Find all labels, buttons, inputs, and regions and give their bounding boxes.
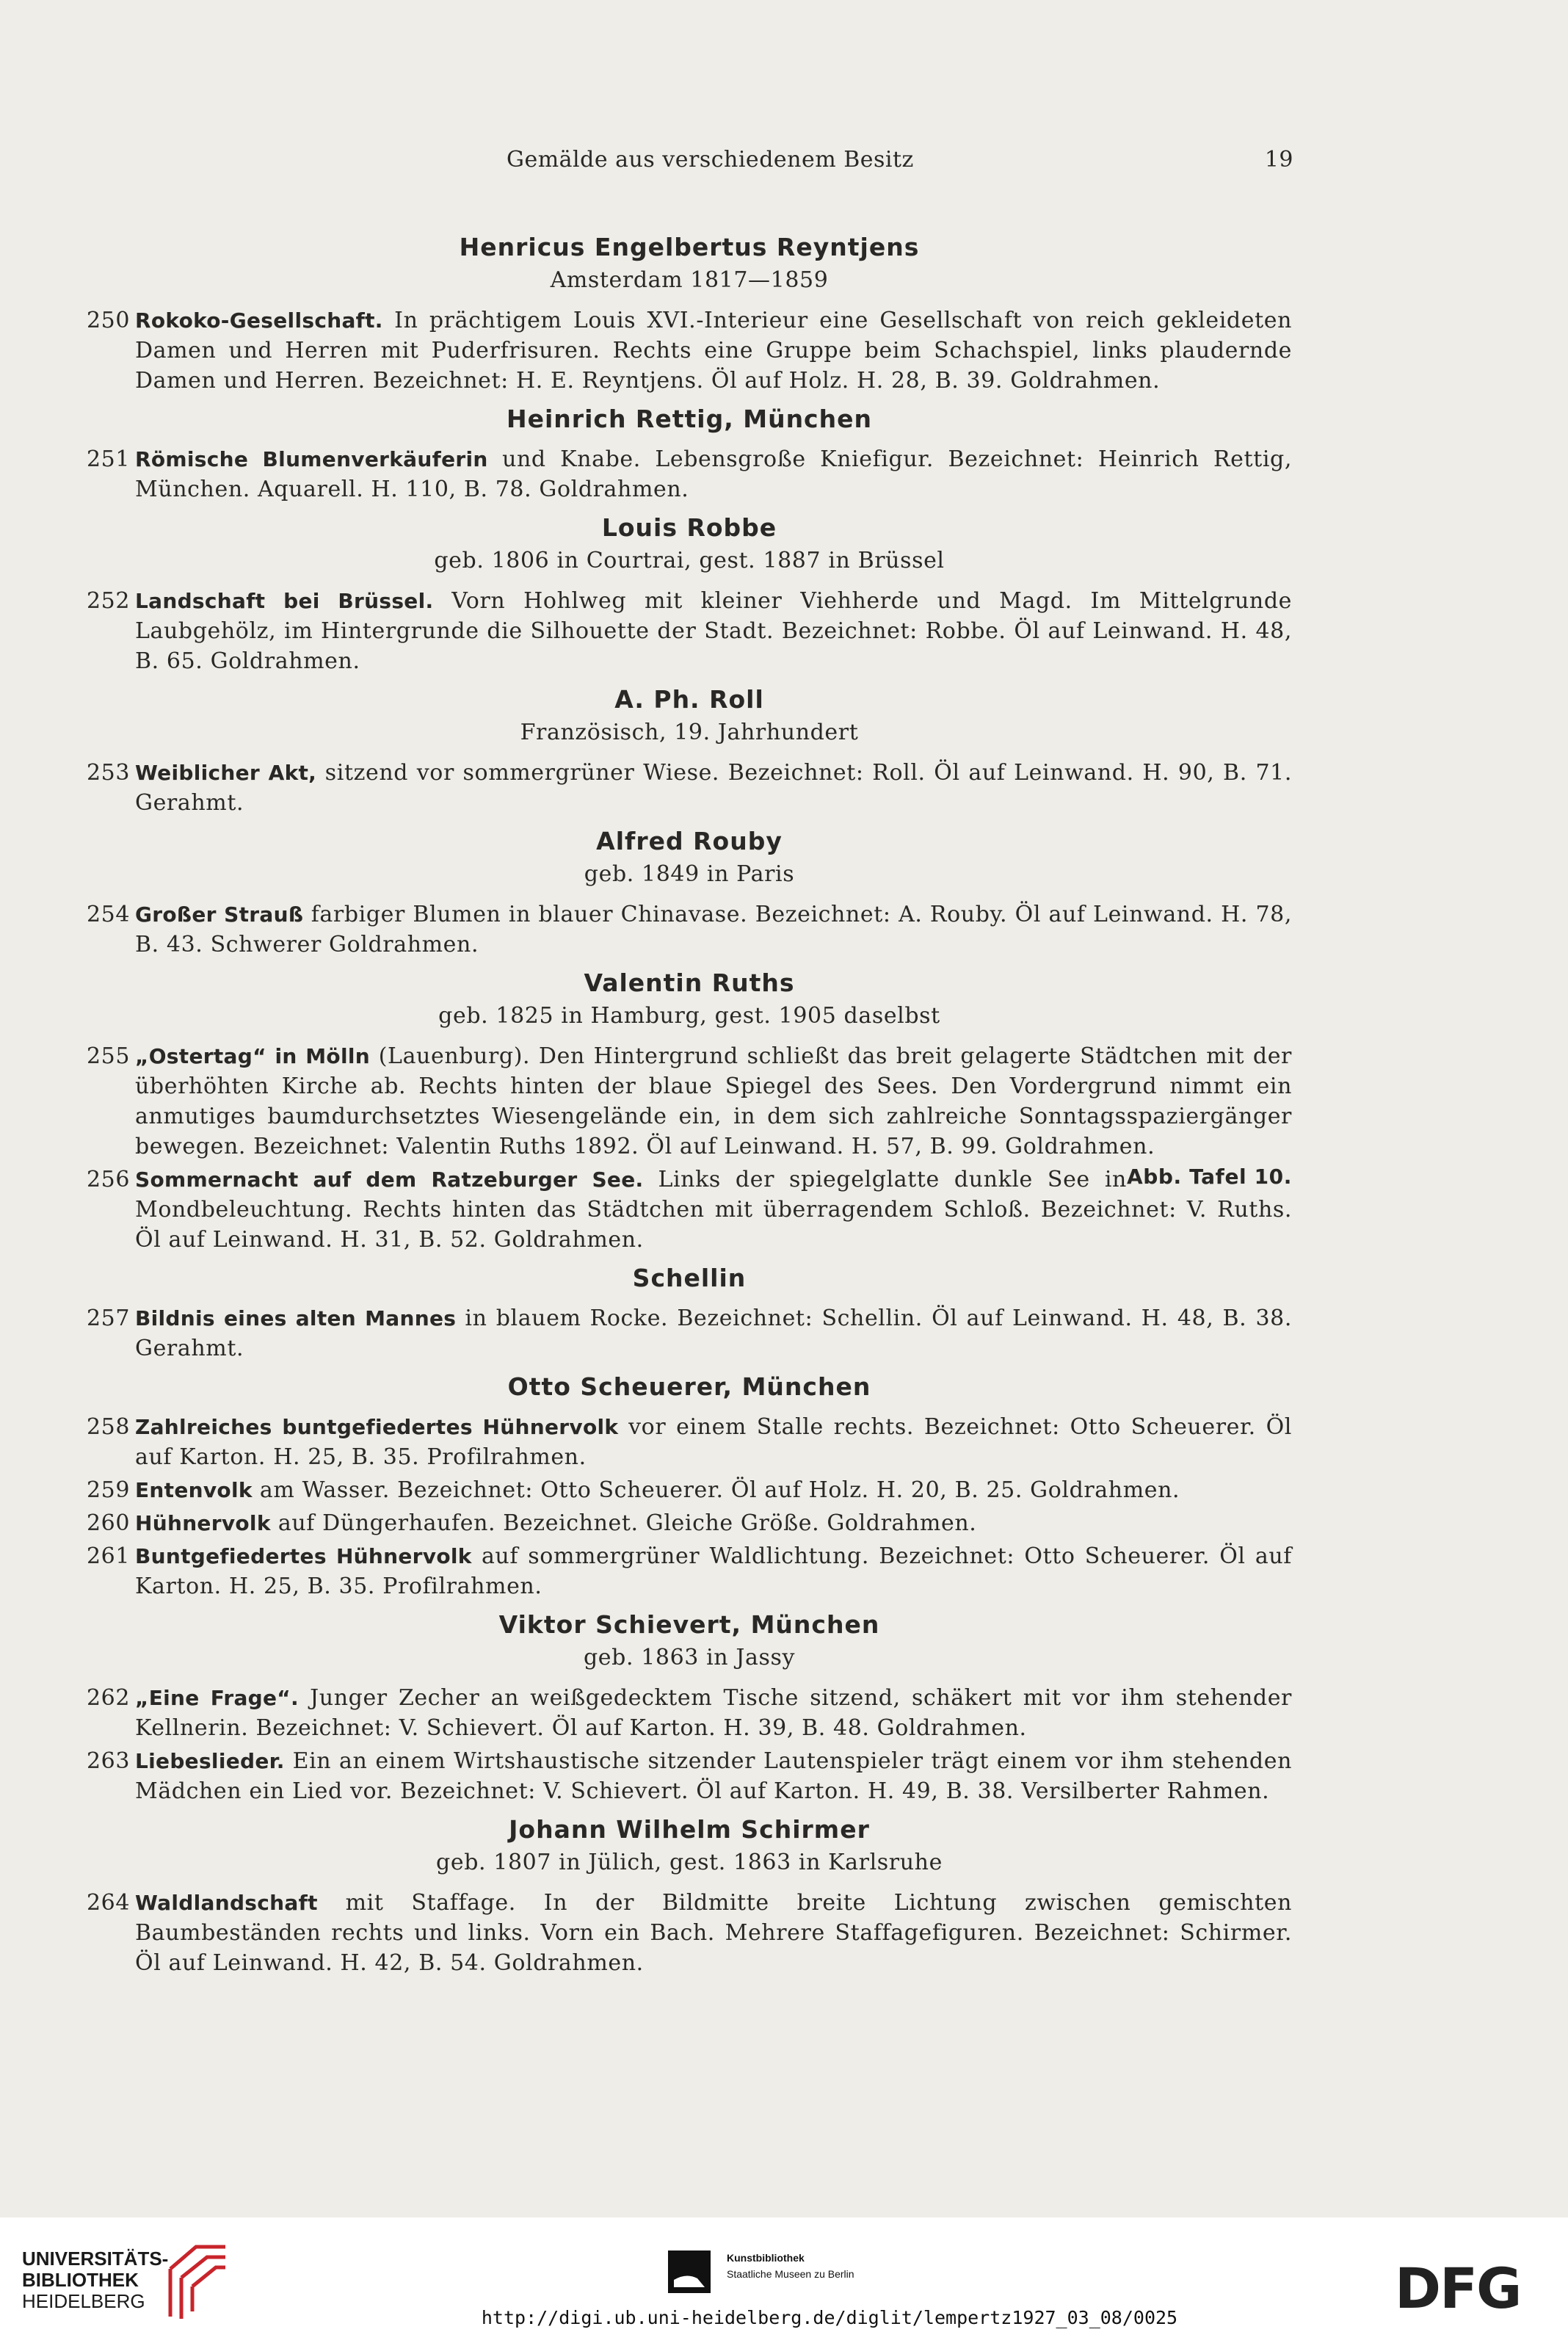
catalogue-entry [87,444,1292,504]
lot-number: 253 [87,760,131,786]
lot-title: Waldlandschaft [135,1891,318,1915]
lot-description: Junger Zecher an weißgedecktem Tische sitzend, schäkert mit vor ihm stehender Kellnerin. Bezeichnet: V. Schievert. Öl auf Karton. H. 39, B. 48. Goldrahmen. [135,1685,1292,1741]
lot-title: Zahlreiches buntgefiedertes Hühnervolk [135,1415,619,1439]
kunstbibliothek-logo-icon [668,2250,711,2293]
artist-life-dates: geb. 1825 in Hamburg, gest. 1905 daselbst [438,1003,940,1029]
catalogue-entry [87,1412,1292,1472]
lot-description: vor einem Stalle rechts. Bezeichnet: Otto Scheuerer. Öl auf Karton. H. 25, B. 35. Profilrahmen. [135,1414,1292,1470]
lot-description: in blauem Rocke. Bezeichnet: Schellin. Öl auf Leinwand. H. 48, B. 38. Gerahmt. [135,1306,1292,1361]
artist-heading: Alfred Rouby [596,827,783,855]
lot-number: 260 [87,1510,131,1536]
catalogue-entry [87,1746,1292,1806]
artist-life-dates: geb. 1806 in Courtrai, gest. 1887 in Brüssel [434,548,945,573]
lot-description: In prächtigem Louis XVI.-Interieur eine Gesellschaft von reich gekleideten Damen und Herren mit Puderfrisuren. Rechts eine Gruppe beim Schachspiel, links plaudernde Damen und Herren. Bezeichnet: H. E. Reyntjens. Öl auf Holz. H. 28, B. 39. Goldrahmen. [135,308,1292,394]
lot-title: Sommernacht auf dem Ratzeburger See. [135,1167,644,1192]
artist-heading: Schellin [632,1264,747,1292]
header-title: Gemälde aus verschiedenem Besitz [507,147,914,173]
catalogue-content [87,224,1292,1981]
lot-description: sitzend vor sommergrüner Wiese. Bezeichnet: Roll. Öl auf Leinwand. H. 90, B. 71. Gerahmt. [135,760,1292,816]
ub-heidelberg-label [22,2248,168,2312]
lot-number: 261 [87,1543,131,1569]
lot-description: auf Düngerhaufen. Bezeichnet. Gleiche Größe. Goldrahmen. [270,1510,977,1536]
artist-life-dates: geb. 1807 in Jülich, gest. 1863 in Karlsruhe [436,1850,943,1875]
lot-title: Hühnervolk [135,1511,271,1535]
catalogue-entry [87,1475,1292,1505]
lot-number: 256 [87,1167,131,1192]
lot-number: 258 [87,1414,131,1440]
lot-title: Bildnis eines alten Mannes [135,1306,457,1330]
artist-heading: Louis Robbe [601,513,777,542]
lot-number: 262 [87,1685,131,1711]
artist-life-dates: Amsterdam 1817—1859 [550,267,829,293]
plate-reference: Abb. Tafel 10. [1126,1165,1292,1189]
lot-title: Buntgefiedertes Hühnervolk [135,1544,472,1568]
lot-title: Landschaft bei Brüssel. [135,589,434,613]
catalogue-entry [87,305,1292,396]
lot-title: Rokoko-Gesellschaft. [135,308,383,333]
lot-title: Großer Strauß [135,902,304,927]
catalogue-entry [87,586,1292,676]
artist-heading: Johann Wilhelm Schirmer [509,1815,870,1844]
lot-title: „Ostertag“ in Mölln [135,1044,370,1068]
lot-description: und Knabe. Lebensgroße Kniefigur. Bezeichnet: Heinrich Rettig, München. Aquarell. H. 110, B. 78. Goldrahmen. [135,446,1292,502]
lot-title: Weiblicher Akt, [135,761,317,785]
lot-number: 250 [87,308,131,333]
lot-title: Entenvolk [135,1478,253,1502]
dfg-logo: DFG [1395,2256,1521,2321]
catalogue-entry [87,1541,1292,1601]
lot-description: Links der spiegelglatte dunkle See in Mondbeleuchtung. Rechts hinten das Städtchen mit überragendem Schloß. Bezeichnet: V. Ruths. Öl auf Leinwand. H. 31, B. 52. Goldrahmen. [135,1167,1292,1253]
lot-description: am Wasser. Bezeichnet: Otto Scheuerer. Öl auf Holz. H. 20, B. 25. Goldrahmen. [252,1477,1180,1503]
catalogue-entry [87,1165,1292,1255]
lot-title: „Eine Frage“. [135,1686,299,1710]
running-header [499,147,1307,184]
lot-description: (Lauenburg). Den Hintergrund schließt das breit gelagerte Städtchen mit der überhöhten Kirche ab. Rechts hinten der blaue Spiegel des Sees. Den Vordergrund nimmt ein anmutiges baumdurchsetztes Wiesengelände ein, in dem sich zahlreiche Sonntagsspaziergänger bewegen. Bezeichnet: Valentin Ruths 1892. Öl auf Leinwand. H. 57, B. 99. Goldrahmen. [135,1043,1292,1159]
kb-line-1: Kunstbibliothek [727,2252,805,2264]
ub-line-3: HEIDELBERG [22,2290,145,2312]
lot-number: 252 [87,588,131,614]
source-url-link[interactable]: http://digi.ub.uni-heidelberg.de/diglit/lempertz1927_03_08/0025 [481,2307,1178,2328]
catalogue-entry [87,1683,1292,1743]
lot-number: 255 [87,1043,131,1069]
ub-line-1: UNIVERSITÄTS- [22,2248,169,2270]
artist-heading: Valentin Ruths [584,968,795,997]
lot-title: Liebeslieder. [135,1749,285,1773]
catalogue-entry [87,899,1292,960]
artist-heading: Viktor Schievert, München [498,1610,880,1639]
artist-heading: Otto Scheuerer, München [507,1372,871,1401]
artist-life-dates: Französisch, 19. Jahrhundert [520,720,859,745]
lot-number: 264 [87,1890,131,1916]
lot-description: Vorn Hohlweg mit kleiner Viehherde und Magd. Im Mittelgrunde Laubgehölz, im Hintergrunde die Silhouette der Stadt. Bezeichnet: Robbe. Öl auf Leinwand. H. 48, B. 65. Goldrahmen. [135,588,1292,674]
kunstbibliothek-label [727,2250,854,2282]
lot-number: 251 [87,446,131,472]
ub-heidelberg-logo-icon [156,2239,229,2322]
footer-bar [0,2217,1568,2332]
lot-description: auf sommergrüner Waldlichtung. Bezeichnet: Otto Scheuerer. Öl auf Karton. H. 25, B. 35. Profilrahmen. [135,1543,1292,1599]
artist-heading: Henricus Engelbertus Reyntjens [459,233,920,261]
page-number: 19 [1264,147,1293,173]
catalogue-entry [87,1303,1292,1364]
lot-title: Römische Blumenverkäuferin [135,447,488,471]
lot-number: 263 [87,1748,131,1774]
lot-number: 257 [87,1306,131,1331]
lot-description: mit Staffage. In der Bildmitte breite Lichtung zwischen gemischten Baumbeständen rechts und links. Vorn ein Bach. Mehrere Staffagefiguren. Bezeichnet: Schirmer. Öl auf Leinwand. H. 42, B. 54. Goldrahmen. [135,1890,1292,1976]
lot-description: farbiger Blumen in blauer Chinavase. Bezeichnet: A. Rouby. Öl auf Leinwand. H. 78, B. 43. Schwerer Goldrahmen. [135,902,1292,957]
lot-number: 259 [87,1477,131,1503]
lot-number: 254 [87,902,131,927]
artist-life-dates: geb. 1863 in Jassy [583,1645,796,1670]
artist-heading: Heinrich Rettig, München [507,405,872,433]
artist-life-dates: geb. 1849 in Paris [584,861,795,887]
artist-heading: A. Ph. Roll [614,685,764,714]
catalogue-entry [87,1888,1292,1978]
lot-description: Ein an einem Wirtshaustische sitzender Lautenspieler trägt einem vor ihm stehenden Mädchen ein Lied vor. Bezeichnet: V. Schievert. Öl auf Karton. H. 49, B. 38. Versilberter Rahmen. [135,1748,1292,1804]
ub-line-2: BIBLIOTHEK [22,2269,139,2291]
kb-line-2: Staatliche Museen zu Berlin [727,2268,854,2280]
catalogue-entry [87,758,1292,818]
catalogue-entry [87,1508,1292,1538]
